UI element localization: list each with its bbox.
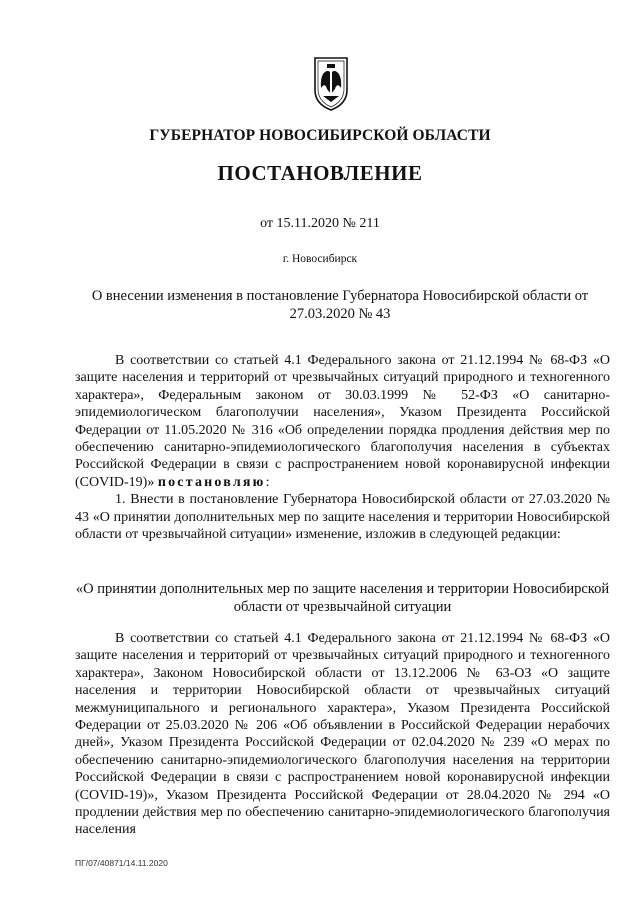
decree-word: постановляю bbox=[157, 474, 266, 490]
document-footer-code: ПГ/07/40871/14.11.2020 bbox=[75, 858, 168, 868]
issuer-title: ГУБЕРНАТОР НОВОСИБИРСКОЙ ОБЛАСТИ bbox=[149, 127, 491, 144]
preamble-paragraph: В соответствии со статьей 4.1 Федерального закона от 21.12.1994 № 68-ФЗ «О защите населения и территорий от чрезвычайных ситуаций природного и техногенного характера», Федеральным законом от 30.03.1999 № 52-ФЗ «О санитарно-эпидемиологическом благополучии населения», Указом Президента Российской Федерации от 11.05.2020 № 316 «Об определении порядка продления действия мер по обеспечению санитарно-эпидемиологического благополучия населения в субъектах Российской Федерации в связи с распространением новой коронавирусной инфекции (COVID-19)» постановляю: bbox=[75, 353, 610, 490]
document-body bbox=[75, 352, 610, 543]
document-type: ПОСТАНОВЛЕНИЕ bbox=[217, 161, 423, 185]
quoted-title: «О принятии дополнительных мер по защите населения и территории Новосибирской области от чрезвычайной ситуации bbox=[75, 581, 610, 615]
document-body-continued bbox=[75, 630, 610, 839]
preamble-text: В соответствии со статьей 4.1 Федерального закона от 21.12.1994 № 68-ФЗ «О защите населения и территорий от чрезвычайных ситуаций природного и техногенного характера», Федеральным законом от 30.03.1999 № 52-ФЗ «О санитарно-эпидемиологическом благополучии населения», Указом Президента Российской Федерации от 11.05.2020 № 316 «Об определении порядка продления действия мер по обеспечению санитарно-эпидемиологического благополучия населения в субъектах Российской Федерации в связи с распространением новой коронавирусной инфекции (COVID-19)» bbox=[75, 353, 610, 490]
coat-of-arms-icon bbox=[311, 56, 351, 112]
document-date-number: от 15.11.2020 № 211 bbox=[260, 216, 380, 231]
point-1-paragraph: 1. Внести в постановление Губернатора Новосибирской области от 27.03.2020 № 43 «О принятии дополнительных мер по защите населения и территории Новосибирской области от чрезвычайной ситуации» изменение, изложив в следующей редакции: bbox=[75, 492, 610, 543]
quoted-paragraph: В соответствии со статьей 4.1 Федерального закона от 21.12.1994 № 68-ФЗ «О защите населения и территорий от чрезвычайных ситуаций природного и техногенного характера», Законом Новосибирской области от 13.12.2006 № 63-ОЗ «О защите населения и территории Новосибирской области от чрезвычайных ситуаций межмуниципального и регионального характера», Указом Президента Российской Федерации от 25.03.2020 № 206 «Об объявлении в Российской Федерации нерабочих дней», Указом Президента Российской Федерации от 02.04.2020 № 239 «О мерах по обеспечению санитарно-эпидемиологического благополучия населения на территории Российской Федерации в связи с распространением новой коронавирусной инфекции (COVID-19)», Указом Президента Российской Федерации от 28.04.2020 № 294 «О продлении действия мер по обеспечению санитарно-эпидемиологического благополучия населения bbox=[75, 631, 610, 838]
document-city: г. Новосибирск bbox=[282, 253, 358, 265]
document-subject: О внесении изменения в постановление Губернатора Новосибирской области от 27.03.2020 № 43 bbox=[91, 288, 589, 322]
